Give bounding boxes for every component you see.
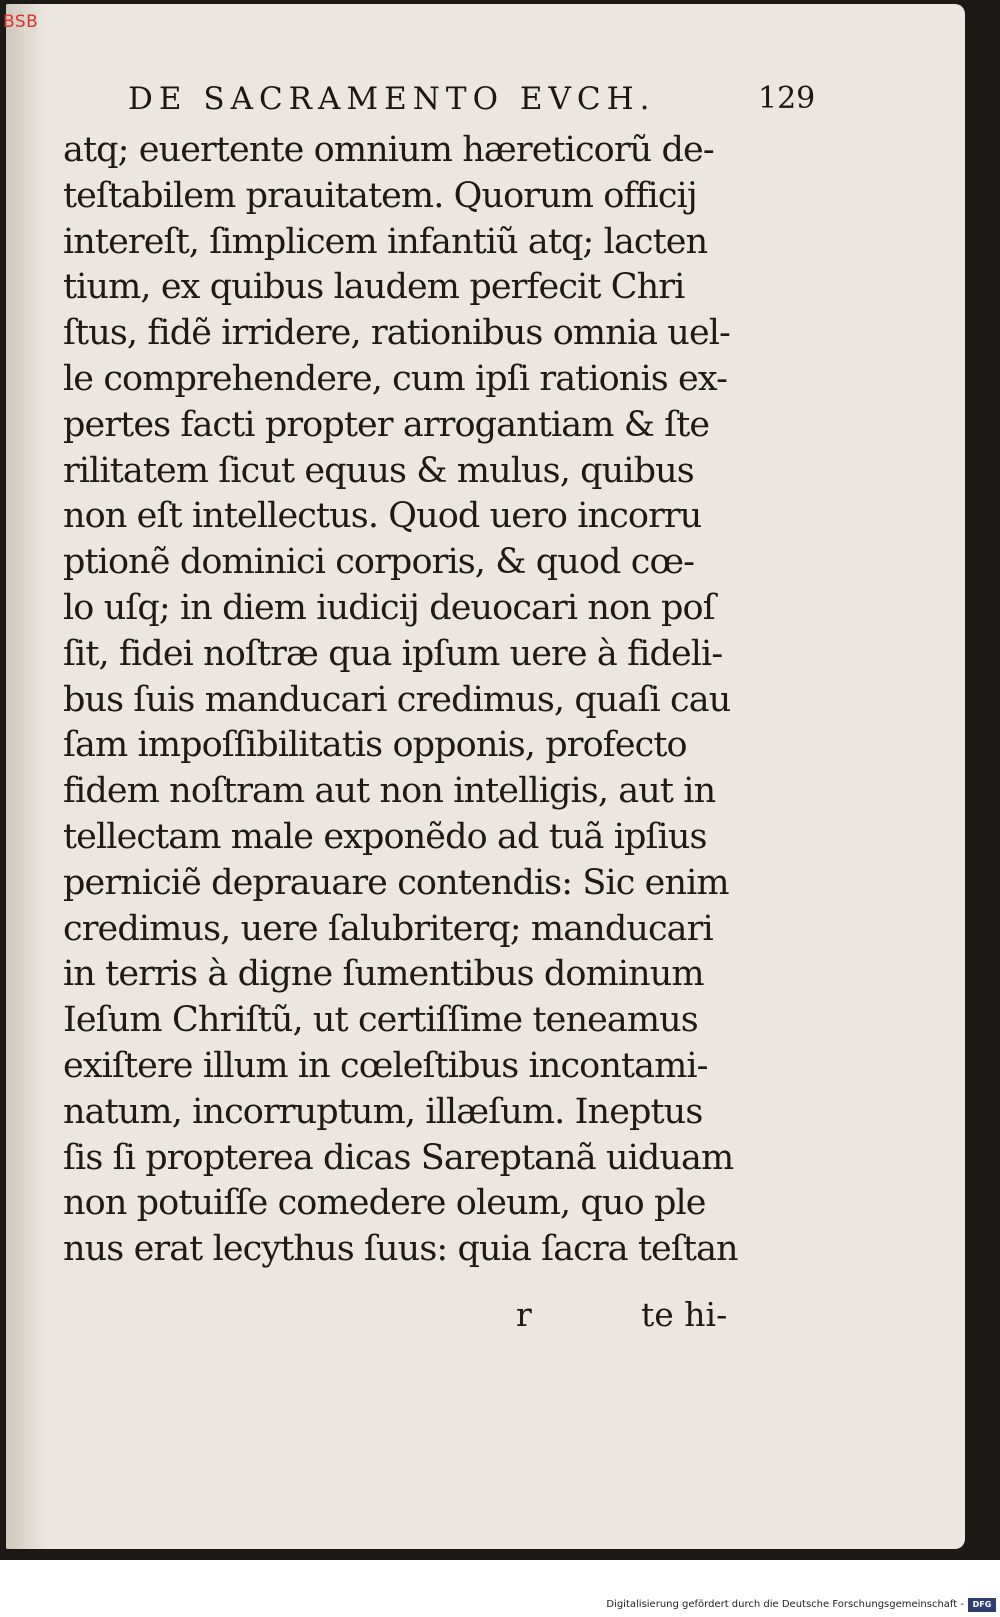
text-line: fidem noſtram aut non intelligis, aut in: [63, 771, 716, 812]
catchword: te hi-: [641, 1295, 728, 1334]
text-line: ſit, fidei noſtræ qua ipſum uere à fideli-: [63, 633, 723, 674]
digitization-credit: [0, 1595, 1000, 1617]
text-line: tellectam male exponẽdo ad tuã ipſius: [63, 816, 707, 857]
text-line: perniciẽ deprauare contendis: Sic enim: [63, 862, 729, 903]
text-line: le comprehendere, cum ipſi rationis ex-: [63, 358, 727, 399]
text-line: pertes facti propter arrogantiam & ſte: [63, 404, 710, 445]
running-head: [128, 74, 828, 124]
text-line: intereſt, ſimplicem infantiũ atq; lacten: [63, 221, 708, 262]
book-page: [6, 4, 965, 1549]
text-line: in terris à digne ſumentibus dominum: [63, 954, 704, 995]
text-line: natum, incorruptum, illæſum. Ineptus: [63, 1091, 703, 1132]
text-line: tium, ex quibus laudem perfecit Chri: [63, 267, 685, 308]
signature-mark: r: [516, 1295, 532, 1334]
body-text: [63, 128, 743, 1273]
running-title: DE SACRAMENTO EVCH.: [128, 81, 656, 117]
text-line: ſam impoſſibilitatis opponis, profecto: [63, 725, 687, 766]
library-stamp: BSB: [3, 12, 39, 32]
text-line: non eſt intellectus. Quod uero incorru: [63, 496, 702, 537]
text-line: ptionẽ dominici corporis, & quod cœ-: [63, 542, 695, 583]
dfg-logo: DFG: [968, 1598, 996, 1612]
text-line: nus erat lecythus ſuus: quia ſacra teſtan: [63, 1229, 738, 1270]
text-line: bus ſuis manducari credimus, quaſi cau: [63, 679, 731, 720]
catchword-line: [516, 1292, 766, 1338]
text-line: ſtus, fidẽ irridere, rationibus omnia uel-: [63, 313, 730, 354]
page-gutter-shadow: [6, 4, 46, 1549]
text-line: atq; euertente omnium hæreticorũ de-: [63, 130, 714, 170]
text-line: non potuiſſe comedere oleum, quo ple: [63, 1183, 706, 1224]
text-line: credimus, uere ſalubriterq; manducari: [63, 908, 713, 949]
text-line: lo uſq; in diem iudicij deuocari non poſ: [63, 587, 715, 628]
text-line: rilitatem ſicut equus & mulus, quibus: [63, 450, 694, 491]
text-line: ſis ſi propterea dicas Sareptanã uiduam: [63, 1137, 734, 1178]
folio-number: 129: [758, 81, 816, 116]
credit-text: Digitalisierung gefördert durch die Deutsche Forschungsgemeinschaft -: [606, 1599, 964, 1610]
text-line: exiſtere illum in cœleſtibus incontami-: [63, 1045, 708, 1086]
text-line: teſtabilem prauitatem. Quorum officij: [63, 175, 697, 216]
text-line: Ieſum Chriſtũ, ut certiſſime teneamus: [63, 1000, 698, 1041]
